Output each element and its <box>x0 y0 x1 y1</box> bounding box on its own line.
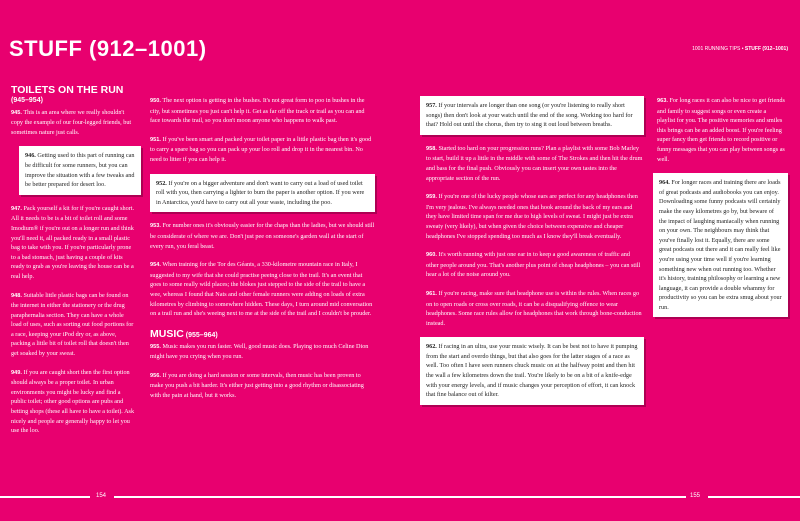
column-4 <box>657 96 785 326</box>
section-heading-music: MUSIC (955–964) <box>150 327 218 340</box>
footer-rule-right-2 <box>708 496 800 498</box>
page-number-left: 154 <box>96 493 107 499</box>
tip-955: 955. Music makes you run faster. Well, good music does. Playing too much Celine Dion might have you crying when you run. <box>150 342 369 361</box>
footer-rule-left <box>0 496 90 498</box>
tip-951: 951. If you've been smart and packed your toilet paper in a little plastic bag then it's good to carry a spare bag so you can pack up your loo roll and drop it in the nearest bin. No need to litter if you can help it. <box>150 135 372 163</box>
column-1 <box>11 84 135 445</box>
tip-963: 963. For long races it can also be nice to get friends and family to suggest songs or even create a playlist for you. The positive memories and smiles this brings can be an added boost. If you're feeling super fancy then get friends to record positive or funny messages that you can play between songs as well. <box>657 97 785 163</box>
tip-957-box: 957. If your intervals are longer than one song (or you're listening to really short songs) then don't look at your watch until the end of the song. Working too hard for that? Hold out until the chorus, then try to sing it out loud between breaths. <box>420 96 644 135</box>
section-range-toilets: (945–954) <box>11 97 43 104</box>
tip-947: 947. Pack yourself a kit for if you're caught short. All it needs to be is a bit of toilet roll and some Imodium® if you're out on a longer run and think you'll need it, all packed ready in a small plastic bag to take with you. If you're particularly prone to a bad stomach, just having a couple of kits ready to grab as you're leaving the house can be a real help. <box>11 204 135 280</box>
tip-960: 960. It's worth running with just one ear in to keep a good awareness of traffic and other people around you. That's another plus point of cheap headphones – you can still hear a lot of the noise around you. <box>426 251 641 279</box>
tip-953: 953. For number ones it's obviously easier for the chaps than the ladies, but we should still be considerate of where we are. Don't just pee on someone's garden wall at the start of every run, you feral beast. <box>150 222 375 250</box>
running-head-section: STUFF (912–1001) <box>744 46 788 52</box>
tip-949: 949. If you are caught short then the first option should always be a proper toilet. In urban environments you might be lucky and find a public toilet; other good options are pubs and betting shops (these all have to have a toilet). Ask nicely and people are generally happy to let you use the loo. <box>11 368 135 435</box>
tip-962-box: 962. If racing in an ultra, use your music wisely. It can be best not to have it pumping from the start and overdo things, but that also goes for the latter stages of a race as well. Too often I have seen runners chuck music on at the halfway point and then hit the wall a few kilometres down the trail. You're likely to be on a bit of a knife-edge with your energy levels, and if music changes your perception of effort, it can knock that fine balance out of kilter. <box>420 337 644 405</box>
running-head-prefix: 1001 RUNNING TIPS • <box>692 46 745 52</box>
tip-948: 948. Suitable little plastic bags can be found on the internet in either the stationery or the drug paraphernalia section. They can have a whole load of uses, such as sorting out food portions for a race, keeping your iPod dry or, as above, packing a little bit of toilet roll that doesn't then get soaked by your sweat. <box>11 291 134 358</box>
footer-rule-left-2 <box>114 496 400 498</box>
tip-954: 954. When training for the Tor des Géants, a 330-kilometre mountain race in Italy, I suggested to my wife that she could practise peeing close to the trail. It's an event that goes to some really wild places; the blokes just stepped to the side of the trail to have a wee, whereas I found that Nats and other female runners were adding on loads of extra kilometres by climbing to somewhere hidden. These days, I turn around mid conversation on a trail run and she's weeing next to me at the side of the trail and I couldn't be prouder. <box>150 261 373 318</box>
tip-946-box: 946. Getting used to this part of running can be difficult for some runners, but you can improve the situation with a few tweaks and be better prepared for desert loo. <box>19 146 141 194</box>
tip-950: 950. The next option is getting in the bushes. It's not great form to poo in bushes in the city, but sometimes you just can't help it. Get as far off the track or trail as you can and face towards the trail, so you don't moon anyone who happens to walk past. <box>150 97 365 125</box>
running-head <box>692 46 788 52</box>
section-heading-toilets: TOILETS ON THE RUN <box>11 84 124 96</box>
column-2 <box>150 96 375 410</box>
page-number-right: 155 <box>690 493 701 499</box>
tip-959: 959. If you're one of the lucky people whose ears are perfect for any headphones then I'm very jealous. I've always needed ones that hook around the back of my ears and they have limited time span for me due to high levels of sweat. I might just be extra sweaty (very likely), but when given the choice between expensive and cheaper headphones I've stopped spending too much as I know they'll break eventually. <box>426 193 638 240</box>
tip-956: 956. If you are doing a hard session or some intervals, then music has been proven to make you push a bit harder. It's either just getting into a good rhythm or disassociating with the pain at hand, but it works. <box>150 371 364 400</box>
tip-958: 958. Started too hard on your progression runs? Plan a playlist with some Bob Marley to start, build it up a little in the middle with some of The Strokes and then hit the drum and bass for the final push. Obviously you can insert your own tastes into the appropriate section of the run. <box>426 144 643 182</box>
tip-961: 961. If you're racing, make sure that headphone use is within the rules. When races go on to open roads or cross over roads, it can be a disqualifying offence to wear headphones. Some race rules allow for headphones that work through bone-conduction instead. <box>426 289 642 327</box>
footer-rule-right <box>400 496 686 498</box>
column-3 <box>426 96 644 414</box>
tip-945: 945. This is an area where we really shouldn't copy the example of our four-legged friends, but sometimes nature just calls. <box>11 108 132 136</box>
tip-952-box: 952. If you're on a bigger adventure and don't want to carry out a load of used toilet roll with you, then carrying a lighter to burn the paper is another option. If you were in Antarctica, you'd have to carry out all your waste, including the poo. <box>150 174 375 213</box>
chapter-title: STUFF (912–1001) <box>9 36 207 61</box>
tip-964-box: 964. For longer races and training there are loads of great podcasts and audiobooks you can enjoy. Downloading some funny podcasts will certainly make the easy kilometres go by, but beware of the impact of laughing maniacally when running on your own. The neighbours may think that you've finally lost it. Equally, there are some great podcasts out there and it can really feel like you're using your time well if you're learning something new when out running too. Whether it's history, training philosophy or learning a new language, it can provide a double whammy for productivity so you can be extra smug about your run. <box>653 173 788 317</box>
